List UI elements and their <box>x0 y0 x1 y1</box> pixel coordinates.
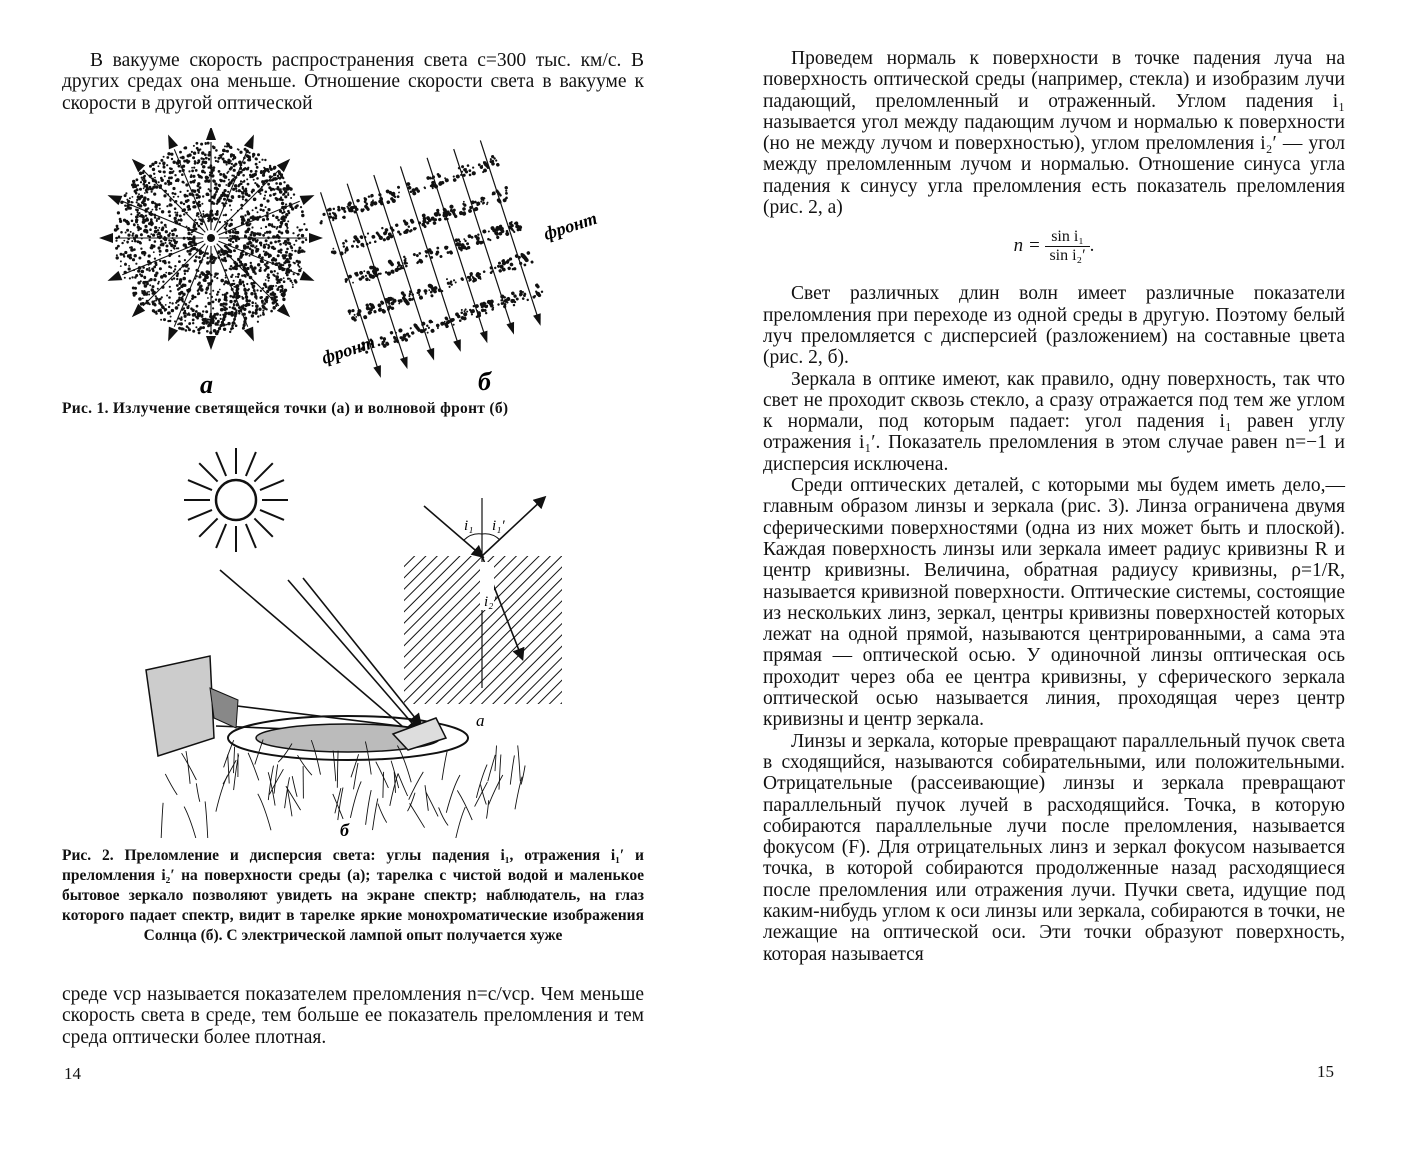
formula-numerator: sin i₁ <box>1045 228 1089 247</box>
page-number-left: 14 <box>64 1064 81 1083</box>
figure-1 <box>96 128 636 398</box>
right-paragraph-2: Свет различных длин волн имеет различные показатели преломления при переходе из одной среды в другую. Поэтому белый луч преломляется с дисперсией (разложением) на составные цвета (рис. 2, б). <box>763 283 1345 369</box>
figure-2 <box>118 438 568 838</box>
right-paragraph-5: Линзы и зеркала, которые превращают параллельный пучок света в сходящийся, называются собирательными, или положительными. Отрицательные (рассеивающие) линзы и зеркала превращают параллельный пучок лучей в расходящийся. Точка, в которую собираются параллельные лучи после преломления, называется фокусом (F). Для отрицательных линз и зеркал фокусом называется точка, в которой собираются продолженные назад расходящиеся после преломления или отражения лучи. Пучки света, идущие под каким-нибудь углом к оси линзы или зеркала, собираются в точки, не лежащие на оптической оси. Эти точки образуют поверхность, которая называется <box>763 730 1345 965</box>
formula-denominator: sin i₂′ <box>1049 247 1086 265</box>
fig2b-rays <box>213 570 420 738</box>
right-paragraph-3: Зеркала в оптике имеют, как правило, одну поверхность, так что свет не проходит сквозь стекло, а сразу отражается под тем же углом к нормали, под которым падает: угол падения i₁ равен углу отражения i₁′. Показатель преломления в этом случае равен n=−1 и дисперсия исключена. <box>763 368 1345 475</box>
formula-tail: . <box>1089 235 1095 257</box>
right-page <box>713 0 1427 1151</box>
formula-fraction <box>1045 228 1089 265</box>
fig2-label-b: б <box>340 820 349 838</box>
fig1-label-b: б <box>478 367 491 396</box>
fig1-front-label-top: фронт <box>541 207 600 244</box>
right-body <box>763 48 1345 965</box>
fig1-caption: Рис. 1. Излучение светящейся точки (а) и волновой фронт (б) <box>62 400 509 417</box>
angle-i2-prime: i₂′ <box>484 594 497 610</box>
angle-i1-prime: i₁′ <box>492 518 505 534</box>
angle-i1: i₁ <box>464 518 474 534</box>
right-paragraph-1: Проведем нормаль к поверхности в точке падения луча на поверхность оптической среды (например, стекла) и изобразим лучи падающий, преломленный и отраженный. Углом падения i₁ называется угол между падающим лучом и нормалью к поверхности (но не между лучом и поверхностью), углом преломления i₂′ — угол между преломленным лучом и нормалью. Отношение синуса угла падения к синусу угла преломления есть показатель преломления (рис. 2, а) <box>763 48 1345 219</box>
fig2a-refraction <box>404 498 562 730</box>
left-page <box>0 0 713 1151</box>
sun-icon <box>184 448 288 552</box>
left-intro-paragraph: В вакууме скорость распространения света c=300 тыс. км/с. В других средах она меньше. Отношение скорости света в вакууме к скорости в другой оптической <box>62 50 644 114</box>
fig1-radiating-point <box>99 128 323 350</box>
refraction-formula <box>763 228 1345 265</box>
fig2b-plate <box>228 716 468 760</box>
fig2b-screen <box>146 656 238 756</box>
fig1-label-a: а <box>200 370 213 398</box>
left-outro-paragraph: среде vср называется показателем преломления n=c/vср. Чем меньше скорость света в среде, тем больше ее показатель преломления и тем среда оптически более плотная. <box>62 984 644 1048</box>
fig2-label-a: а <box>476 711 485 730</box>
right-paragraph-4: Среди оптических деталей, с которыми мы будем иметь дело,— главным образом линзы и зеркала (рис. 3). Линза ограничена двумя сферическими поверхностями (одна из них может быть и плоской). Каждая поверхность линзы или зеркала имеет радиус кривизны R и центр кривизны. Величина, обратная радиусу кривизны, ρ=1/R, называется кривизной поверхности. Оптические системы, состоящие из нескольких линз, зеркал, центры кривизны поверхностей которых лежат на одной прямой, называются центрированными, а сама эта прямая — оптической осью. У одиночной линзы оптическая ось проходит через оба ее центра кривизны, у сферического зеркала оптической осью называется линия, проходящая через центр кривизны и центр зеркала. <box>763 475 1345 731</box>
page-number-right: 15 <box>1317 1062 1334 1081</box>
fig1-front-label-bottom: фронт <box>319 331 378 368</box>
fig2-caption: Рис. 2. Преломление и дисперсия света: углы падения i₁, отражения i₁′ и преломления i₂′ на поверхности среды (а); тарелка с чистой водой и маленькое бытовое зеркало позволяют увидеть на экране спектр; наблюдатель, на глаз которого падает спектр, видит в тарелке яркие монохроматические изображения Солнца (б). С электрической лампой опыт получается хуже <box>62 847 644 944</box>
formula-lhs: n = <box>1013 235 1041 257</box>
